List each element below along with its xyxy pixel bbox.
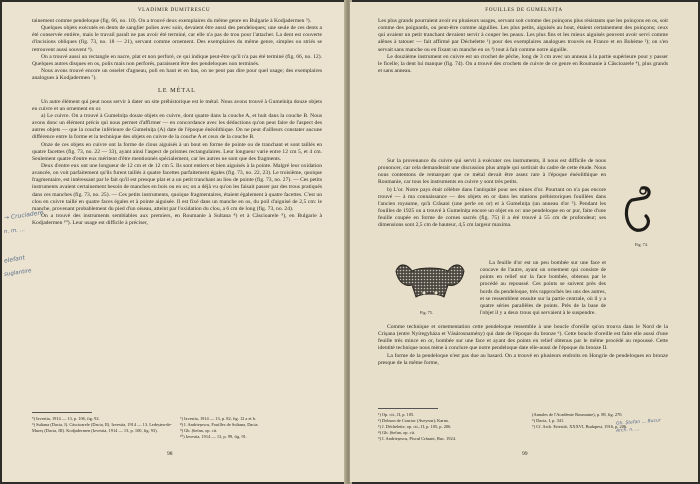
handwritten-note: Gh. Ștefan ... Bucur [615,418,662,427]
handwritten-note: → Cruciadere [3,209,44,222]
handwritten-note: n. m. ... [3,226,26,236]
footnote: ⁵) I. Andrieșescu, Piscul Crăsani, Buc. 1924. [378,435,456,441]
paragraph: La forme de la pendeloque n'est pas due au hasard. On a trouvé en plusieurs endroits en Hongrie de pendeloques en bronze presque de la même forme, [378,352,668,366]
right-footnotes-col1 [378,412,528,442]
footnote: ¹⁰) Izvestia, 1914 — 13, p. 99, fig. 91. [180,433,247,439]
paragraph: Quelques objets exécutés en dents de sanglier polies avec soin, devaient être aussi des pendeloques; une seule de ces dents a été conservée entière, mais le travail paraît ne pas avoir été terminé, car elle n'a pas de trou pour l'attacher. La dent est couverte d'incisions obliques (fig. 73, no. 18 — 21), servant comme ornement. Des exemplaires du même genre, simples ou striés se retrouvent aussi souvent ⁶). [32,25,322,53]
right-text-column-top [378,18,668,75]
footnote-rule [378,408,438,409]
fig74-caption: Fig. 74. [635,242,648,247]
paragraph: Nous avons trouvé encore un osselet d'agneau, poli en haut et en bas, on ne peut pas dire pour quel usage; des exemplaires analogues à Kodjadermen ⁷). [32,68,322,82]
gold-pendant-figure [390,257,470,307]
handwritten-note: Arch. n. ... [615,427,640,434]
left-running-head: VLADIMIR DUMITRESCU [137,7,211,13]
footnote: ⁴) Gh. Ștefan, op. cit. [378,429,416,435]
left-page-number: 98 [167,451,173,457]
footnote: ⁷) Cf. Arch. Ertesitö, XXXVI, Budapest, 1916, p. 206. [532,423,628,429]
footnote: (Annales de l'Académie Roumaine), p. 88, fig. 270. [532,412,623,417]
fig75-caption: Fig. 75. [420,310,433,315]
footnote: ⁸) I. Andrieșescu, Fouilles de Sultana, Dacia. [180,421,259,427]
right-text-column-beside-figure [480,260,606,317]
footnote: ²) Dobson de Courtac (Aveyron); Karno. [378,417,450,423]
footnote: ⁵) Izvestia, 1914 — 13, p. 106, fig. 92. [32,416,100,421]
footnote-rule [32,412,92,413]
paragraph: Le douzième instrument en cuivre est un crochet de pêche, long de 3 cm avec un anneau à la partie supérieure pour y passer le ficelle; la dent lui manque (fig. 74). On a trouvé des crochets de cuivre de ce genre en Roumanie à Căscioarele ⁴), plus grands et sans anneau. [378,53,668,75]
handwritten-note: elefant [3,254,26,265]
right-text-column-narrow [378,158,606,230]
footnote: ⁶) Dacia, I, p. 341. [532,417,565,423]
left-page [2,2,346,482]
paragraph: La feuille d'or est un peu bombée sur une face et concave de l'autre, ayant un ornement qui consiste de points en relief sur la face bombée, obtenus par le procédé au repoussé. Ces points se suivent près des bords du pendeloque, très rapprochés les uns des autres, et se ressemblent ensuite sur la partie centrale, où il y a quatre séries parallèles de points. Près de la base de l'objet il y a deux trous qui servaient à le suspendre. [480,260,606,317]
paragraph: On a trouvé des instruments semblables aux premiers, en Roumanie à Sultana ⁸) et à Căscioarele ⁹), en Bulgarie à Kodjadermen ¹⁰). Leur usage est difficile à préciser, [32,213,322,227]
left-footnotes-col1 [32,416,172,434]
paragraph: Un autre élément qui peut nous servir à dater un site préhistorique est le métal. Nous avons trouvé à Gumelnița douze objets en cuivre et un ornement en or. [32,98,322,112]
right-text-column-bottom [378,324,668,367]
footnote: ³) J. Déchelette, op. cit., II, p. 105, p. 206. [378,423,452,429]
right-running-head: FOUILLES DE GUMELNIȚA [485,7,563,13]
section-title: LE MÉTAL [158,87,196,95]
left-footnotes-col2 [180,416,322,440]
right-page [350,2,698,482]
paragraph: b) L'or. Notre pays était célèbre dans l'antiquité pour ses mines d'or. Pourtant on n'a pas encore trouvé — à ma connaissance — des objets en or dans les stations préhistoriques fouillées dans l'ancien royaume, qu'à Crăsani (une perle en or) et à Gumelnița (un anneau d'or ⁵). Pendant les fouilles de 1925 on a trouvé à Gumelnița encore un objet en or: une pendeloque en or pur, faite d'une feuille coupée en forme de cornes sacrés (fig. 75) il a été trouvé à 55 cm de profondeur; ses dimensions sont 2,5 cm de hauteur, 4,5 cm largeur maxima. [378,186,606,229]
handwritten-note: suglantire [3,268,32,278]
right-page-number: 99 [522,451,528,457]
footnote: ⁷) Izvestia, 1914 — 13, p. 82, fig. 12 a et b. [180,416,257,421]
paragraph: Onze de ces objets en cuivre ont la forme de clous aiguisés à un bout en forme de pointe ou de tranchant et sont taillés en quatre facettes (fig. 73, no. 22 — 33), ayant ainsi l'aspect de prismes rectangulaires. Leur longueur varie entre 12 cm 5, et 4 cm. Seulement quatre d'entre eux méritent d'être mentionnés spécialement, car les autres ne sont que des fragments. [32,141,322,162]
footnote: ⁹) Gh. Ștefan, op. cit. [180,427,218,433]
footnote: ¹) Op. cit., II, p. 105. [378,412,415,417]
paragraph: On a trouvé aussi un rectangle en nacre, plat et non perforé, ce qui indique peut-être qu'il n'a pas été terminé (fig. 66, no. 12). Quelques autres disques en os, polis mais non perforés, paraissent être des pendeloques non terminés. [32,53,322,67]
left-text-column [32,18,322,227]
footnote: ⁶) Sultana (Dacia, I). Căscioarele (Dacia, II). Izvestia, 1914 — 13. Ledeștea-de-Mureș (Dacia, III). Kodjadermen (Izvestia, 1914 — 13, p. 100, fig. 93). [32,421,172,433]
paragraph: a) Le cuivre. On a trouvé à Gumelnița douze objets en cuivre, dont quatre dans la couche A, et huit dans la couche B. Nous avons donc un élément précis qui nous permet d'affirmer — en concordance avec les déductions qu'on peut faire de l'aspect des autres objets — que la couche inférieure de Gumelnița (A) date de l'époque énéolithique. On ne peut d'ailleurs constater aucune différence entre la forme et la technique des objets en cuivre de la couche A et ceux de la couche B. [32,112,322,141]
paragraph: Comme technique et ornementation cette pendeloque ressemble à une boucle d'oreille qu'on trouva dans le Nord de la Crișana (entre Nyíregyháza et Vásárosnamény) qui date de l'époque du bronze ⁶). Cette boucle d'oreille est faite elle aussi d'une feuille très mince en or, bombée sur une face et ayant des points en relief obtenus par le même procédé au repoussé. Cette identité technique nous mène à conclure que notre pendeloque date elle-aussi de l'époque du bronze II. [378,324,668,352]
paragraph: Sur la provenance du cuivre qui servit à exécuter ces instruments, il nous est difficile de nous prononcer, car cela demanderait une discussion plus ample qui sortirait du cadre de cette étude. Nous nous contentons de remarquer que ce métal devait être assez rare à l'époque énéolithique en Roumanie, car tous les instruments en cuivre y sont très petits. [378,158,606,186]
paragraph: Les plus grands pourraient avoir eu plusieurs usages, servant soit comme des poinçons plus résistants que les poinçons en os, soit comme des poignards, ou peut-être comme aiguilles. Les plus petits, aiguisés au bout, étaient certainement des poinçons; ceux qui avaient un petit tranchant devaient servir à couper les peaux. Les plus fins et les mieux aiguisés peuvent avoir servi comme alênes à tatouer — fait affirmé par Déchelette ¹) pour des exemplaires analogues trouvés en France et en Bohème ²); on s'en servait sans manche ou en fixant un manche en os ³) tout à fait comme notre aiguille. [378,18,668,53]
paragraph: tainement comme pendeloque (fig. 66, no. 10). On a trouvé deux exemplaires du même genre en Bulgarie à Kodjadermen ⁵). [32,18,312,24]
fish-hook-figure [612,182,658,242]
paragraph: Deux d'entre eux ont une longueur de 12 cm et de 12 cm 5. Ils sont entiers et bien aiguisés à la pointe. Malgré leur oxidation avancée, on voit parfaitement qu'ils furent taillés à quatre facettes parfaitement égales (fig. 73, no. 22, 23). Le troisième, quoique fragmentaire, est intéressant par le fait qu'il est presque plat et a un petit tranchant au lieu de pointe (fig. 73, no. 27). — Ces petits instruments avaient certainement besoin de manches en bois ou en os; on a déjà vu qu'on les faisait passer par des trous pratiqués dans ces manches (fig. 73, no. 25). — Ces petits instruments, quoique fragmentaires, étaient également à quatre facettes. C'est un clou en cuivre taillé en quatre faces égales et à pointe aiguisée. Il est fixé dans un manche en os, du poil d'aiguisé de 2,5 cm: le manche, provenant probablement du pied d'un oiseau, atteint par l'oxidation du clou, a 6 cm de long (fig. 73, no. 24). [32,162,322,212]
